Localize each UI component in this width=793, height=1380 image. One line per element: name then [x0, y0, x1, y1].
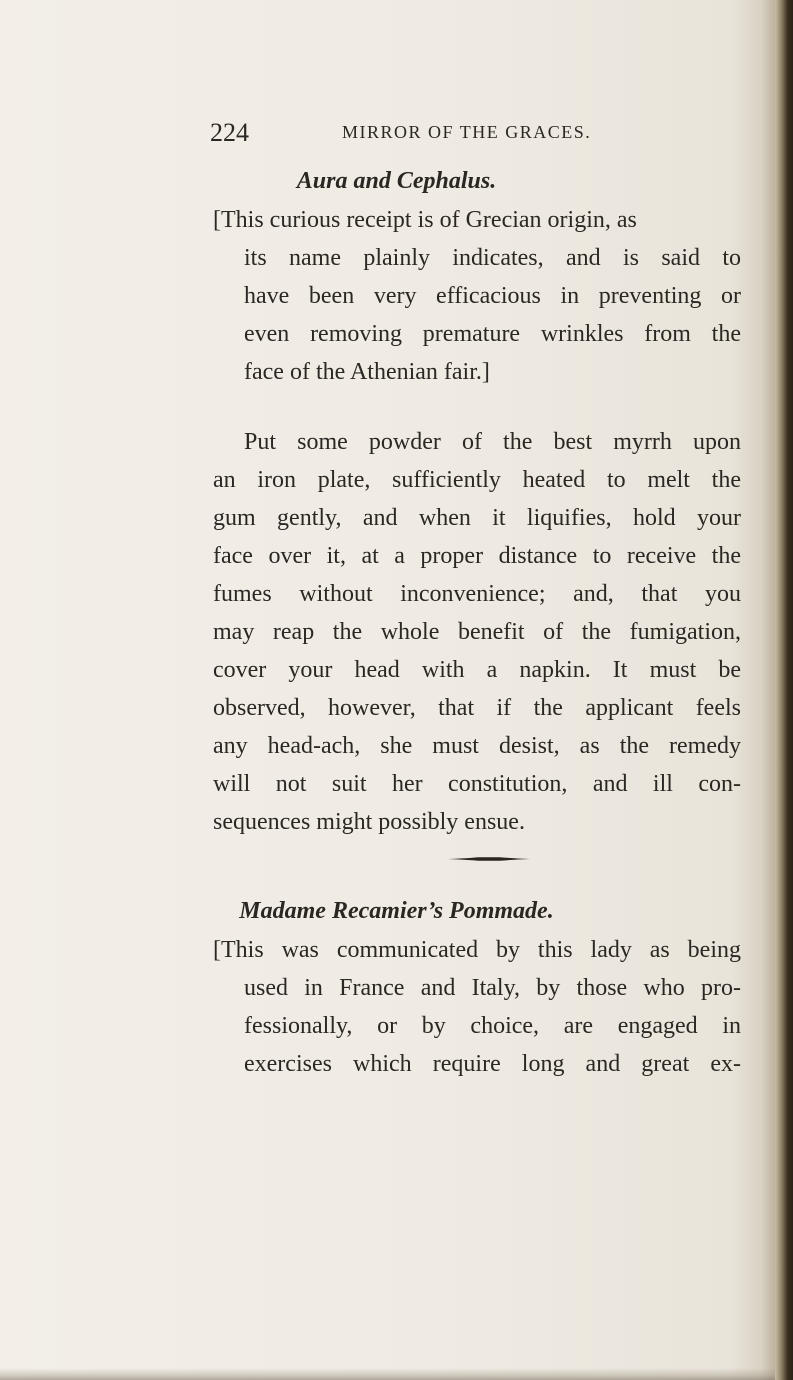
page-header [210, 118, 610, 152]
note-line: even removing premature wrinkles from the [244, 321, 741, 347]
note-line: exercises which require long and great ex- [244, 1051, 741, 1077]
recipe-title-recamier-pommade: Madame Recamier’s Pommade. [239, 898, 554, 924]
body-line: sequences might possibly ensue. [213, 809, 525, 835]
note-line: fessionally, or by choice, are engaged in [244, 1013, 741, 1039]
body-line: may reap the whole benefit of the fumigation, [213, 619, 741, 645]
note-line: [This was communicated by this lady as being [213, 937, 741, 963]
ornamental-rule-divider [448, 855, 530, 863]
note-line: face of the Athenian fair.] [244, 359, 490, 385]
note-line: have been very efficacious in preventing or [244, 283, 741, 309]
body-line: will not suit her constitution, and ill con- [213, 771, 741, 797]
running-title: MIRROR OF THE GRACES. [342, 122, 592, 142]
recipe-title-aura-cephalus: Aura and Cephalus. [296, 168, 497, 194]
note-line: its name plainly indicates, and is said to [244, 245, 741, 271]
page-number: 224 [210, 118, 249, 147]
body-line: observed, however, that if the applicant feels [213, 695, 741, 721]
page-bottom-edge [0, 1368, 775, 1380]
body-line: fumes without inconvenience; and, that you [213, 581, 741, 607]
note-line: used in France and Italy, by those who pro- [244, 975, 741, 1001]
body-line: any head-ach, she must desist, as the remedy [213, 733, 741, 759]
body-line: cover your head with a napkin. It must be [213, 657, 741, 683]
body-line: an iron plate, sufficiently heated to melt the [213, 467, 741, 493]
note-line: [This curious receipt is of Grecian origin, as [213, 207, 637, 233]
body-line: gum gently, and when it liquifies, hold your [213, 505, 741, 531]
book-spine-shadow [775, 0, 793, 1380]
body-line: Put some powder of the best myrrh upon [244, 429, 741, 455]
body-line: face over it, at a proper distance to receive the [213, 543, 741, 569]
